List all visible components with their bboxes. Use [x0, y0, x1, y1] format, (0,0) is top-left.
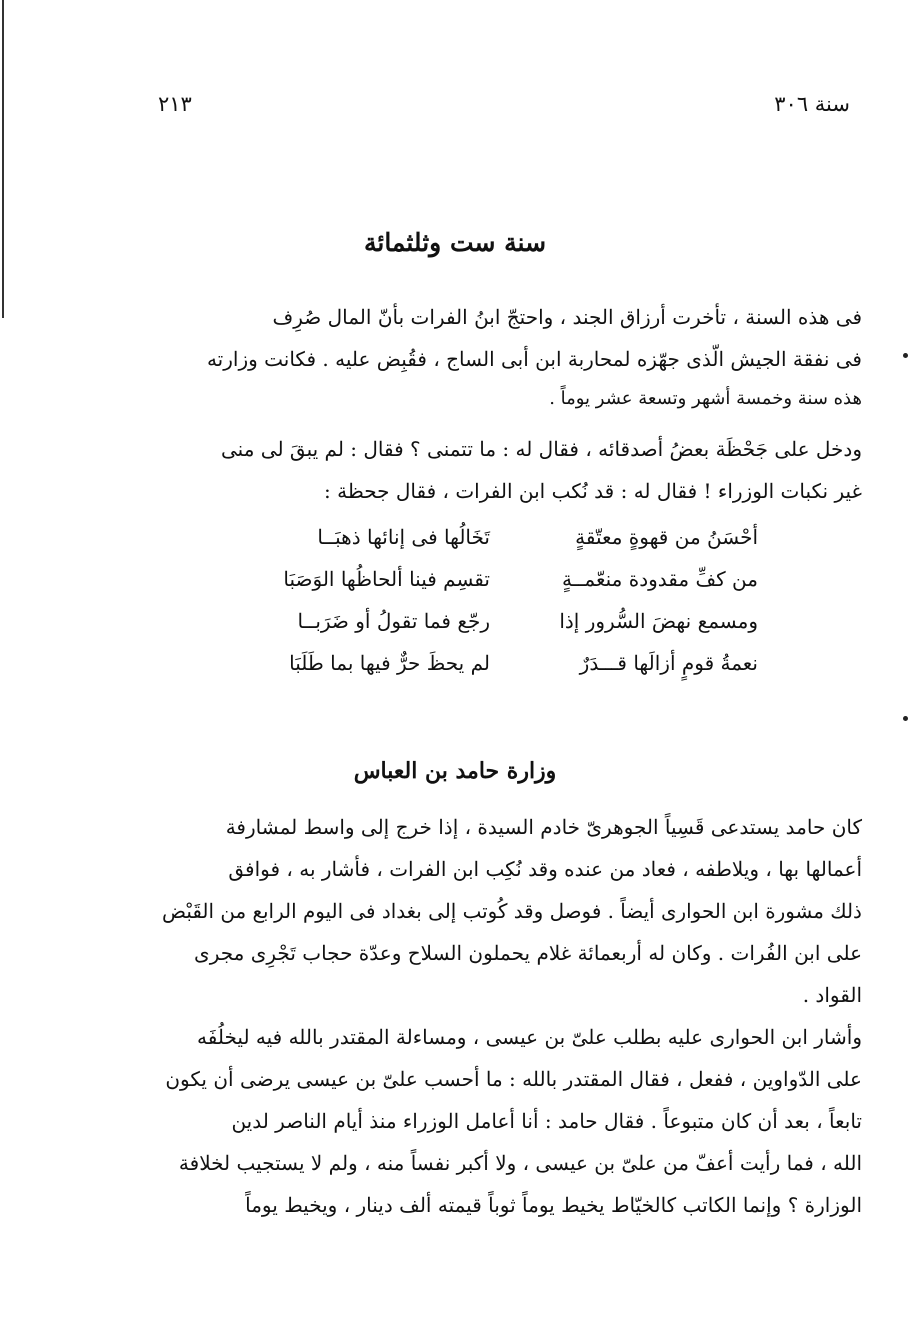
- text-line: القواد .: [802, 983, 862, 1007]
- text-line: ودخل على جَحْظَة بعضُ أصدقائه ، فقال له : ما تتمنى ؟ فقال : لم يبقَ لى منى: [221, 437, 862, 461]
- text-line: وأشار ابن الحوارى عليه بطلب علىّ بن عيسى ، ومساءلة المقتدر بالله فيه ليخلُفَه: [197, 1025, 862, 1049]
- verse-first-hemistich: من كفِّ مقدودة منعّمــةٍ: [561, 567, 758, 591]
- text-line: كان حامد يستدعى قَسِياً الجوهرىّ خادم السيدة ، إذا خرج إلى واسط لمشارفة: [225, 815, 862, 839]
- paragraph-1: [162, 305, 862, 435]
- text-line: الوزارة ؟ وإنما الكاتب كالخيّاط يخيط يوماً ثوباً قيمته ألف دينار ، ويخيط يوماً: [245, 1193, 862, 1217]
- verse-second-hemistich: تَخَالُها فى إنائها ذهبَــا: [317, 525, 490, 549]
- text-line: ذلك مشورة ابن الحوارى أيضاً . فوصل وقد كُوتب إلى بغداد فى اليوم الرابع من القَبْض: [162, 899, 862, 923]
- text-line: فى هذه السنة ، تأخرت أرزاق الجند ، واحتجّ ابنُ الفرات بأنّ المال صُرِف: [272, 305, 862, 329]
- margin-dot: [903, 353, 908, 358]
- verse-second-hemistich: تقسِم فينا ألحاظُها الوَصَبَا: [283, 567, 490, 591]
- paragraph-4: [162, 1025, 862, 1245]
- chapter-title: سنة ست وثلثمائة: [363, 228, 547, 257]
- text-line: فى نفقة الجيش الّذى جهّزه لمحاربة ابن أبى الساج ، فقُبِض عليه . فكانت وزارته: [206, 347, 862, 371]
- verse-second-hemistich: لم يحظَ حرٌّ فيها بما طَلَبَا: [289, 651, 490, 675]
- text-line: غير نكبات الوزراء ! فقال له : قد نُكب ابن الفرات ، فقال جحظة :: [324, 479, 862, 503]
- text-line: الله ، فما رأيت أعفّ من علىّ بن عيسى ، ولا أكبر نفساً منه ، ولم لا يستجيب لخلافة: [178, 1151, 862, 1175]
- text-line: على ابن الفُرات . وكان له أربعمائة غلام يحملون السلاح وعدّة حجاب تَجْرِى مجرى: [194, 941, 862, 965]
- scan-edge-line: [2, 0, 4, 318]
- text-line: على الدّواوين ، ففعل ، فقال المقتدر بالله : ما أحسب علىّ بن عيسى يرضى أن يكون: [165, 1067, 862, 1091]
- verse-first-hemistich: ومسمع نهضَ السُّرور إذا: [559, 609, 758, 633]
- paragraph-2: [162, 437, 862, 527]
- paragraph-3: [162, 815, 862, 1025]
- verse-first-hemistich: نعمةُ قومٍ أزالَها قـــدَرٌ: [579, 651, 758, 675]
- text-line: أعمالها بها ، ويلاطفه ، فعاد من عنده وقد نُكِب ابن الفرات ، فأشار به ، فوافق: [228, 857, 862, 881]
- running-head-year: سنة ٣٠٦: [774, 92, 850, 116]
- verse-first-hemistich: أحْسَنُ من قهوةٍ معتّقةٍ: [575, 525, 758, 549]
- verse-second-hemistich: رجّع فما تقولُ أو ضَرَبــا: [297, 609, 490, 633]
- section-title: وزارة حامد بن العباس: [353, 758, 557, 784]
- text-line: هذه سنة وخمسة أشهر وتسعة عشر يوماً .: [549, 388, 862, 409]
- page-number: ٢١٣: [158, 92, 192, 116]
- text-line: تابعاً ، بعد أن كان متبوعاً . فقال حامد : أنا أعامل الوزراء منذ أيام الناصر لدين: [231, 1109, 862, 1133]
- margin-dot: [903, 716, 908, 721]
